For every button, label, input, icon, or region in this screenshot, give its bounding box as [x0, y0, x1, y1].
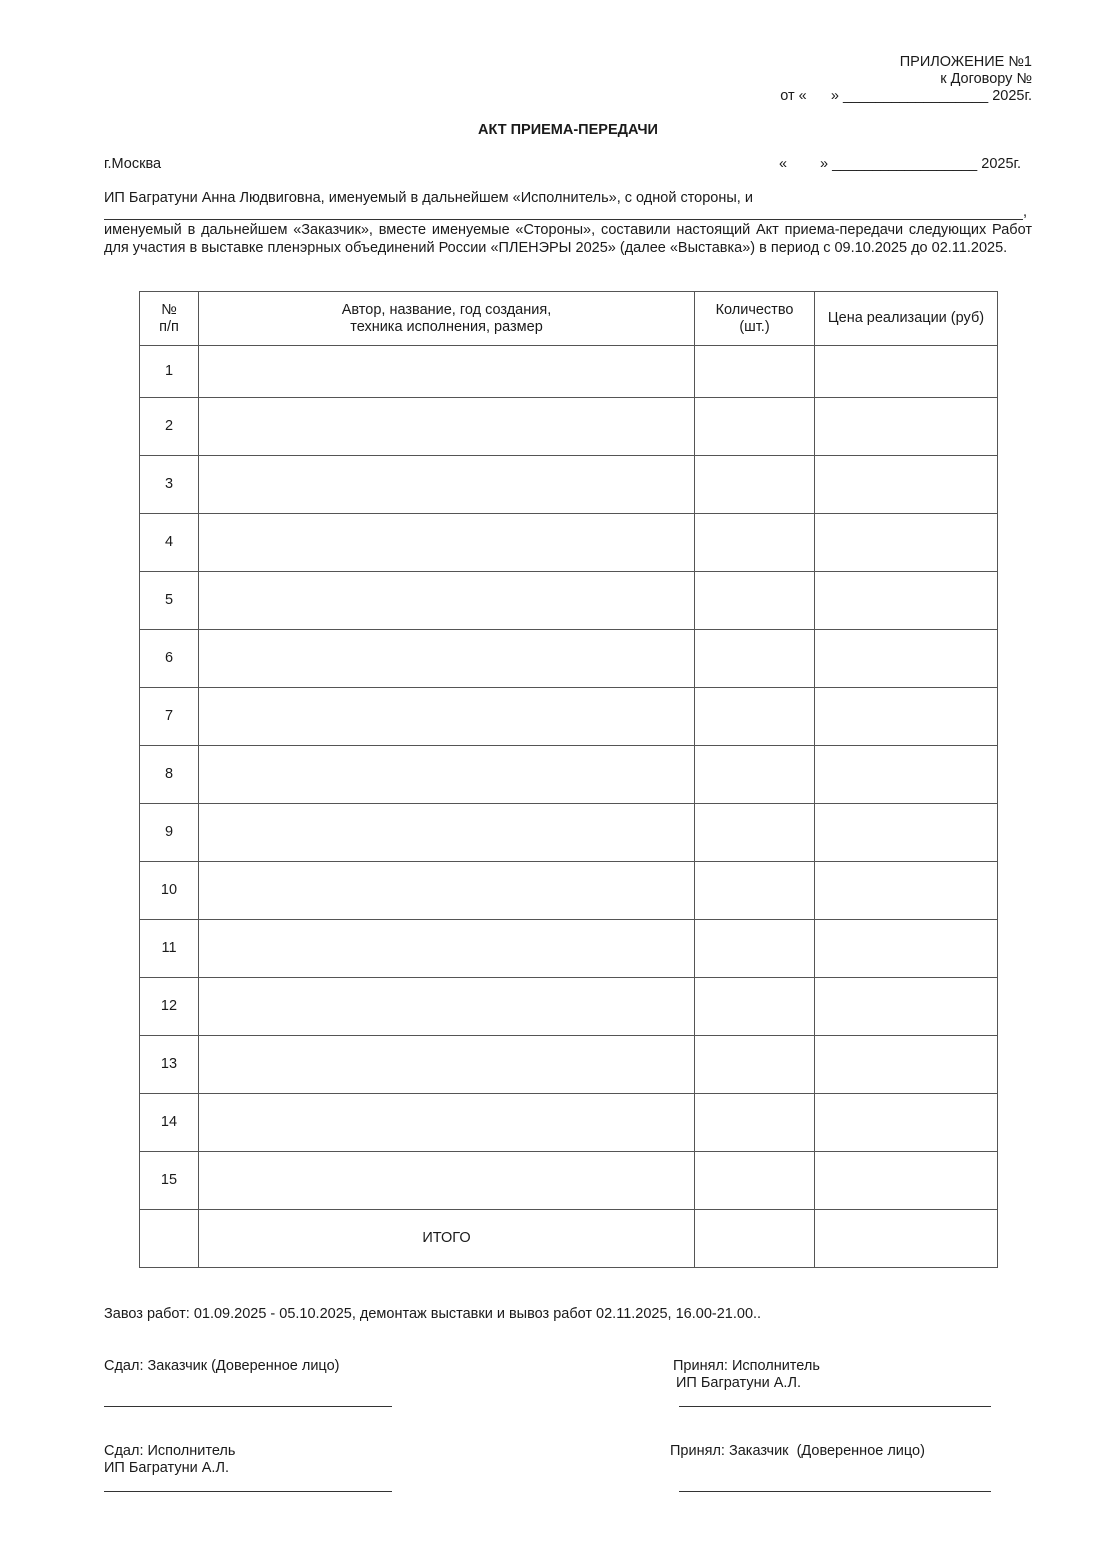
table-row: [140, 1036, 998, 1094]
row-price-cell: [815, 746, 998, 804]
signature-left2-line: [104, 1491, 392, 1492]
row-description-cell: [199, 456, 695, 514]
place-label: г.Москва: [104, 156, 162, 172]
table-row: [140, 862, 998, 920]
row-price-cell: [815, 398, 998, 456]
row-description-cell: [199, 804, 695, 862]
signature-left2-name: ИП Багратуни А.Л.: [104, 1460, 229, 1476]
row-price-cell: [815, 1152, 998, 1210]
header-number: № п/п: [140, 292, 199, 346]
row-quantity-cell: [695, 346, 815, 398]
row-quantity-cell: [695, 746, 815, 804]
row-price-cell: [815, 688, 998, 746]
appendix-label: ПРИЛОЖЕНИЕ №1: [899, 54, 1032, 70]
date-quote-open: «: [779, 156, 788, 172]
header-price: Цена реализации (руб): [815, 292, 998, 346]
intro-paragraph: именуемый в дальнейшем «Заказчик», вместе именуемые «Стороны», составили настоящий Акт приема-передачи следующих Работ для участия в выставке пленэрных объединений России «ПЛЕНЭРЫ 2025» (далее «Выставка») в период с 09.10.2025 до 02.11.2025.: [104, 222, 1032, 256]
row-description-cell: [199, 1152, 695, 1210]
row-description-cell: [199, 514, 695, 572]
signature-right2-line: [679, 1491, 991, 1492]
row-description-cell: [199, 746, 695, 804]
row-quantity-cell: [695, 514, 815, 572]
row-number-cell: 12: [140, 978, 199, 1036]
row-number-cell: 4: [140, 514, 199, 572]
customer-name-blank: [104, 219, 1023, 220]
table-row: [140, 1094, 998, 1152]
header-description: Автор, название, год создания, техника исполнения, размер: [199, 292, 695, 346]
row-number-cell: 15: [140, 1152, 199, 1210]
row-price-cell: [815, 346, 998, 398]
contract-date-line: от « » __________________ 2025г.: [780, 88, 1032, 104]
row-description-cell: [199, 1036, 695, 1094]
row-number-cell: 9: [140, 804, 199, 862]
row-price-cell: [815, 978, 998, 1036]
row-description-cell: [199, 978, 695, 1036]
total-label-cell: ИТОГО: [199, 1210, 695, 1268]
row-quantity-cell: [695, 572, 815, 630]
row-price-cell: [815, 630, 998, 688]
table-header-row: [140, 292, 998, 346]
row-number-cell: 2: [140, 398, 199, 456]
table-row: [140, 804, 998, 862]
intro-line: ИП Багратуни Анна Людвиговна, именуемый в дальнейшем «Исполнитель», с одной стороны, и: [104, 190, 753, 206]
delivery-note: Завоз работ: 01.09.2025 - 05.10.2025, демонтаж выставки и вывоз работ 02.11.2025, 16.00-21.00..: [104, 1306, 762, 1322]
row-quantity-cell: [695, 1036, 815, 1094]
row-price-cell: [815, 456, 998, 514]
row-number-cell: 7: [140, 688, 199, 746]
row-price-cell: [815, 862, 998, 920]
row-quantity-cell: [695, 456, 815, 514]
row-description-cell: [199, 920, 695, 978]
row-number-cell: 1: [140, 346, 199, 398]
row-quantity-cell: [695, 978, 815, 1036]
row-number-cell: 5: [140, 572, 199, 630]
total-quantity-cell: [695, 1210, 815, 1268]
table-row: [140, 346, 998, 398]
row-quantity-cell: [695, 862, 815, 920]
table-row: [140, 630, 998, 688]
row-price-cell: [815, 572, 998, 630]
signature-left1-label: Сдал: Заказчик (Доверенное лицо): [104, 1358, 340, 1374]
row-description-cell: [199, 346, 695, 398]
row-quantity-cell: [695, 398, 815, 456]
works-table: [139, 291, 998, 1268]
signature-left2-label: Сдал: Исполнитель: [104, 1443, 236, 1459]
row-number-cell: 8: [140, 746, 199, 804]
row-price-cell: [815, 1036, 998, 1094]
row-number-cell: 10: [140, 862, 199, 920]
header-quantity: Количество (шт.): [695, 292, 815, 346]
row-number-cell: 14: [140, 1094, 199, 1152]
row-description-cell: [199, 398, 695, 456]
table-row: [140, 572, 998, 630]
table-row: [140, 514, 998, 572]
row-price-cell: [815, 1094, 998, 1152]
row-quantity-cell: [695, 688, 815, 746]
row-quantity-cell: [695, 1152, 815, 1210]
table-row: [140, 1152, 998, 1210]
row-price-cell: [815, 804, 998, 862]
row-description-cell: [199, 688, 695, 746]
row-number-cell: 6: [140, 630, 199, 688]
table-row: [140, 920, 998, 978]
row-number-cell: 11: [140, 920, 199, 978]
row-number-cell: 13: [140, 1036, 199, 1094]
signature-right2-label: Принял: Заказчик (Доверенное лицо): [670, 1443, 925, 1459]
contract-label: к Договору №: [940, 71, 1032, 87]
row-price-cell: [815, 514, 998, 572]
table-total-row: [140, 1210, 998, 1268]
row-description-cell: [199, 862, 695, 920]
row-number-cell: 3: [140, 456, 199, 514]
intro-comma: ,: [1023, 204, 1028, 220]
signature-left1-line: [104, 1406, 392, 1407]
row-description-cell: [199, 572, 695, 630]
row-price-cell: [815, 920, 998, 978]
table-row: [140, 456, 998, 514]
row-quantity-cell: [695, 804, 815, 862]
row-description-cell: [199, 1094, 695, 1152]
signature-right1-name: ИП Багратуни А.Л.: [676, 1375, 801, 1391]
total-empty-cell: [140, 1210, 199, 1268]
table-row: [140, 978, 998, 1036]
total-price-cell: [815, 1210, 998, 1268]
row-quantity-cell: [695, 1094, 815, 1152]
table-row: [140, 398, 998, 456]
document-title: АКТ ПРИЕМА-ПЕРЕДАЧИ: [478, 122, 658, 138]
row-description-cell: [199, 630, 695, 688]
signature-right1-line: [679, 1406, 991, 1407]
signature-right1-label: Принял: Исполнитель: [673, 1358, 820, 1374]
row-quantity-cell: [695, 630, 815, 688]
table-row: [140, 688, 998, 746]
table-row: [140, 746, 998, 804]
row-quantity-cell: [695, 920, 815, 978]
date-quote-close: » __________________ 2025г.: [820, 156, 1022, 172]
